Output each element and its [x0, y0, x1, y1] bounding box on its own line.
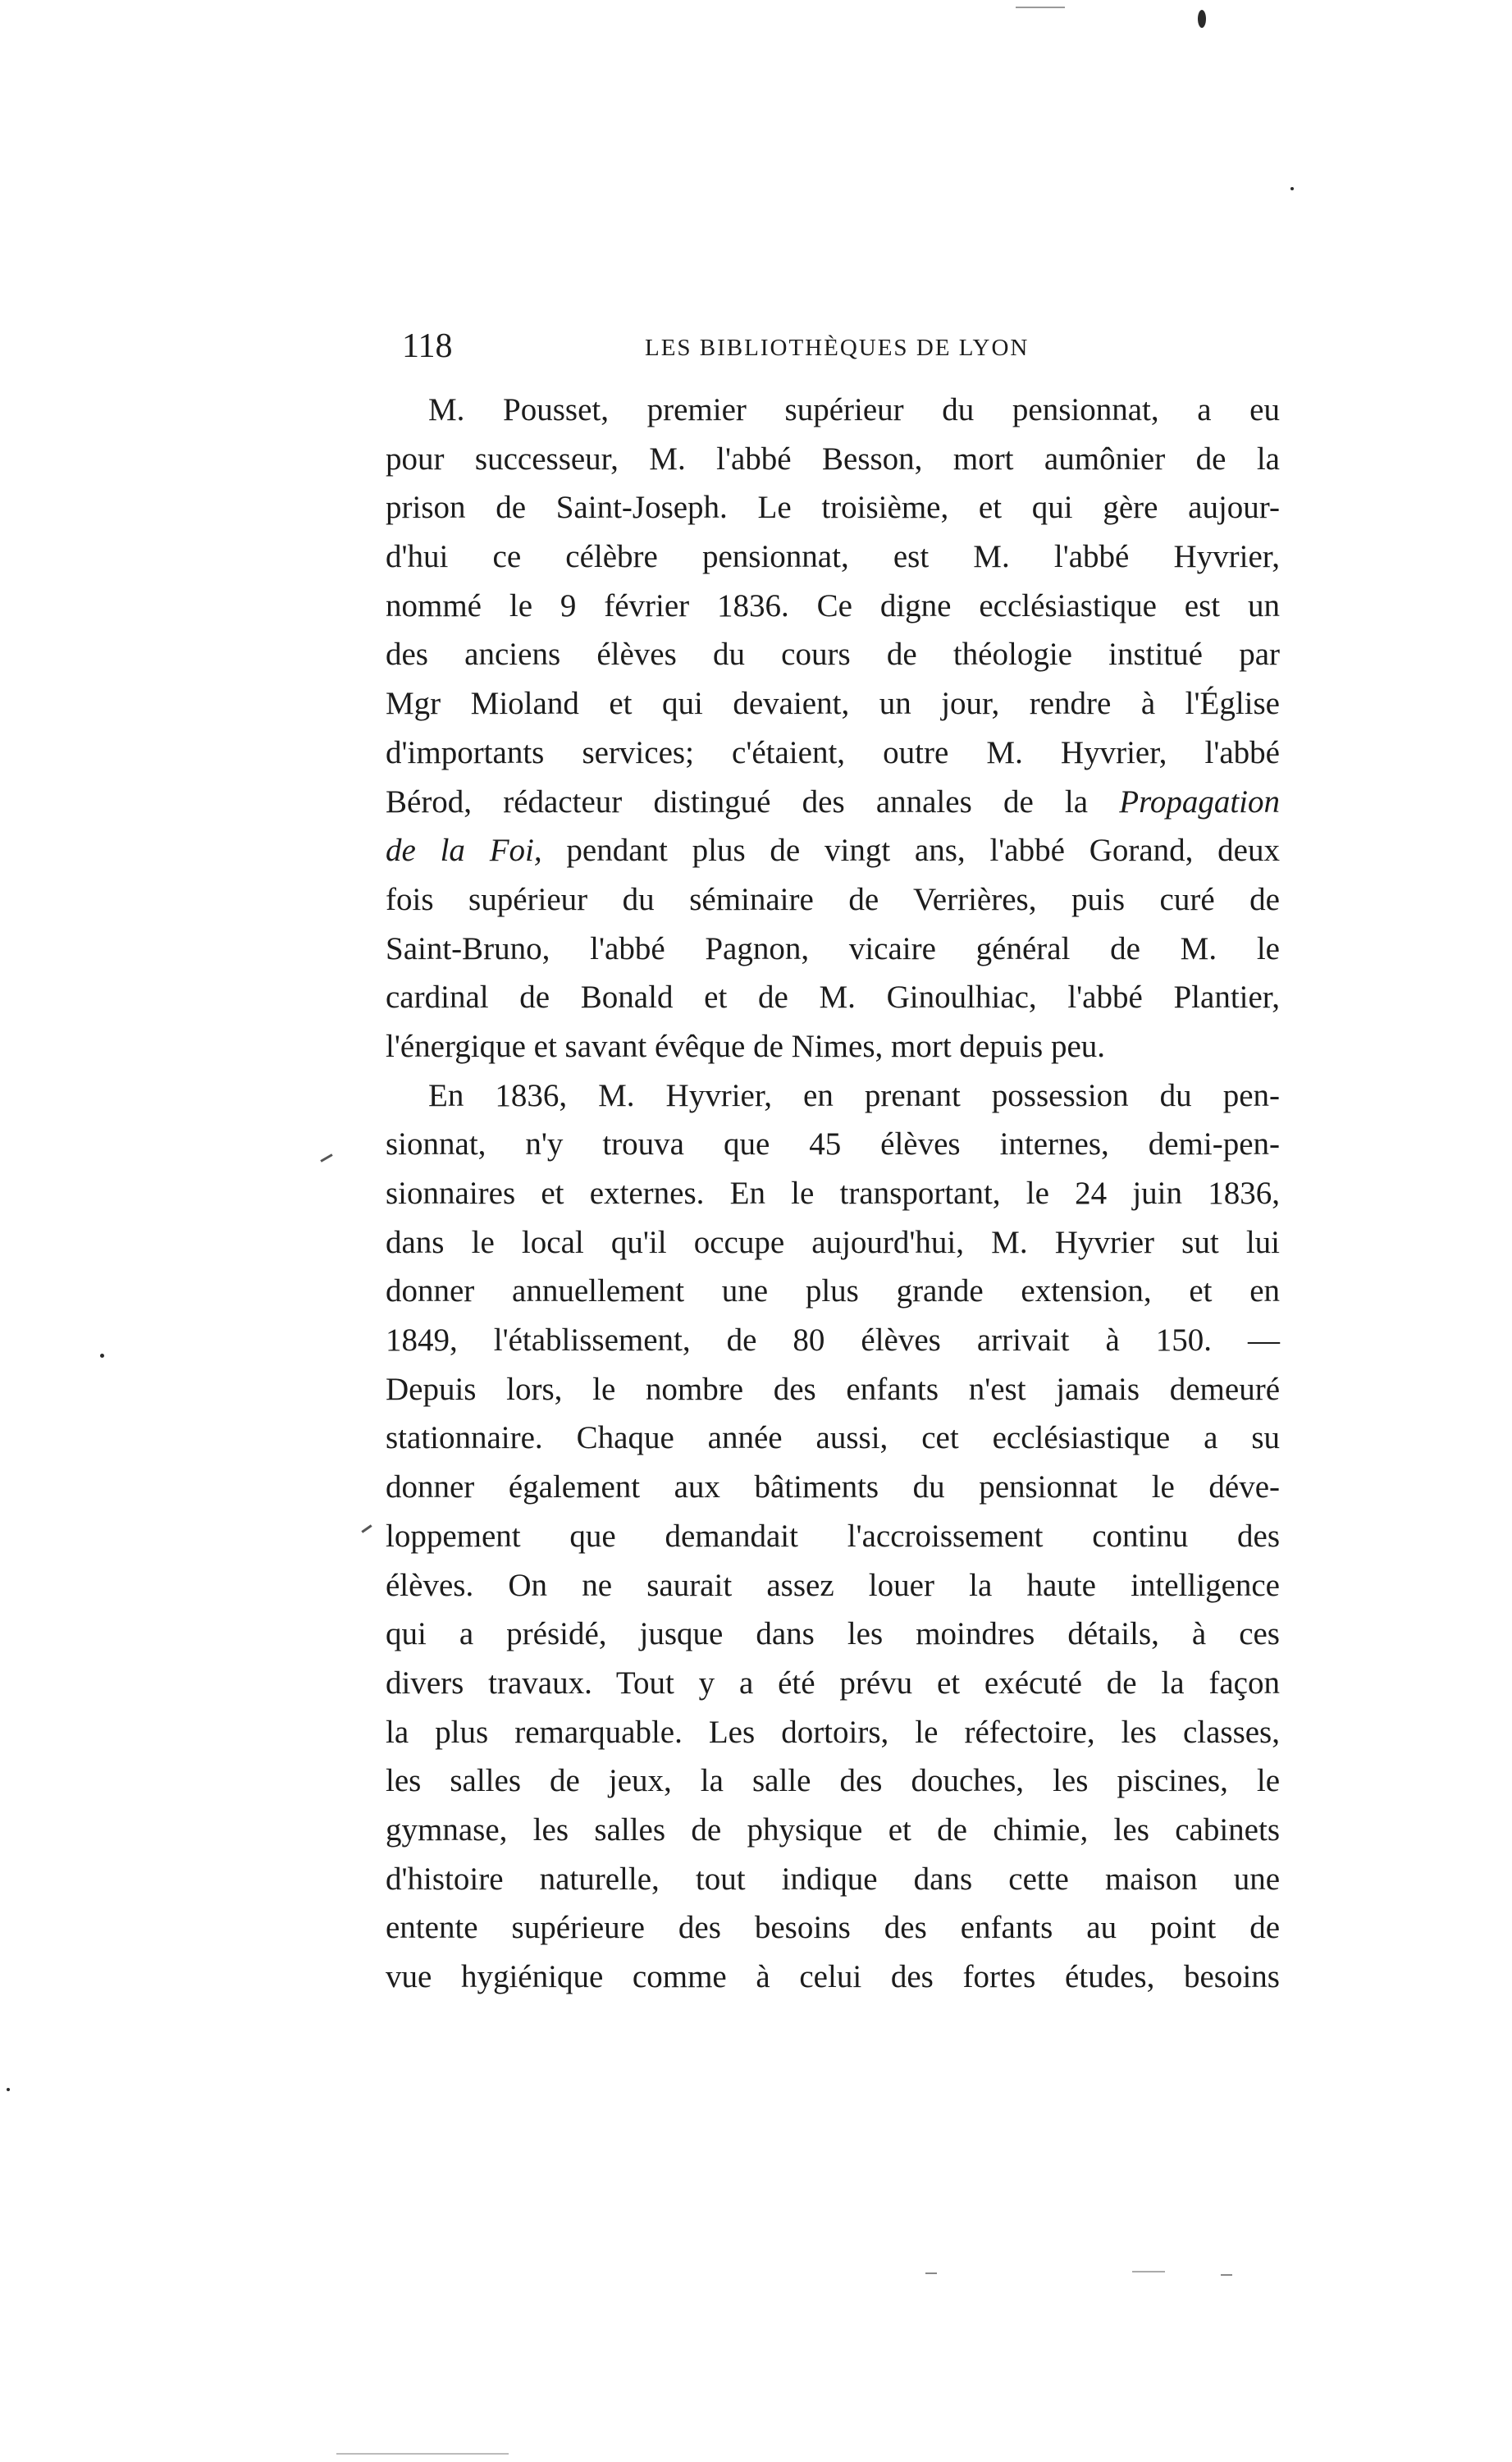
text-line: donner également aux bâtiments du pensionnat le déve- — [386, 1469, 1280, 1505]
text-line: pour successeur, M. l'abbé Besson, mort aumônier de la — [386, 441, 1280, 477]
scan-speck — [320, 1153, 332, 1162]
text-line: Depuis lors, le nombre des enfants n'est jamais demeuré — [386, 1371, 1280, 1407]
scan-speck — [1290, 187, 1294, 190]
text-line: dans le local qu'il occupe aujourd'hui, M. Hyvrier sut lui — [386, 1224, 1280, 1260]
text-line: entente supérieure des besoins des enfants au point de — [386, 1910, 1280, 1946]
text-line: M. Pousset, premier supérieur du pensionnat, a eu — [428, 392, 1280, 427]
text-line: prison de Saint-Joseph. Le troisième, et qui gère aujour- — [386, 490, 1280, 526]
text-line: sionnat, n'y trouva que 45 élèves internes, demi-pen- — [386, 1126, 1280, 1162]
italic-title: Propagation — [1119, 783, 1280, 820]
text-line: la plus remarquable. Les dortoirs, le réfectoire, les classes, — [386, 1714, 1280, 1750]
text-line: cardinal de Bonald et de M. Ginoulhiac, l'abbé Plantier, — [386, 980, 1280, 1016]
text-segment: pendant plus de vingt ans, l'abbé Gorand, deux — [566, 833, 1280, 869]
text-line: sionnaires et externes. En le transportant, le 24 juin 1836, — [386, 1176, 1280, 1211]
scan-speck — [1016, 7, 1065, 8]
text-segment: Bérod, rédacteur distingué des annales de la — [386, 783, 1089, 820]
text-line — [386, 826, 1280, 875]
text-line: En 1836, M. Hyvrier, en prenant possession du pen- — [428, 1077, 1280, 1113]
text-line: vue hygiénique comme à celui des fortes études, besoins — [386, 1959, 1280, 1994]
text-line: Saint-Bruno, l'abbé Pagnon, vicaire général de M. le — [386, 930, 1280, 966]
text-line: divers travaux. Tout y a été prévu et exécuté de la façon — [386, 1665, 1280, 1701]
scan-speck — [7, 2088, 10, 2091]
scan-speck — [1198, 10, 1206, 28]
body-text — [386, 386, 1280, 2002]
text-line: gymnase, les salles de physique et de chimie, les cabinets — [386, 1811, 1280, 1848]
text-line: l'énergique et savant évêque de Nimes, mort depuis peu. — [386, 1028, 1106, 1064]
text-line: d'importants services; c'étaient, outre M. Hyvrier, l'abbé — [386, 734, 1280, 770]
scan-speck — [1132, 2271, 1165, 2272]
scan-speck — [925, 2272, 937, 2274]
text-line: donner annuellement une plus grande extension, et en — [386, 1273, 1280, 1309]
scan-speck — [361, 1524, 372, 1532]
page-number: 118 — [402, 327, 453, 365]
running-title: LES BIBLIOTHÈQUES DE LYON — [645, 335, 1030, 361]
text-line: nommé le 9 février 1836. Ce digne ecclésiastique est un — [386, 587, 1280, 623]
scan-speck — [1221, 2274, 1232, 2276]
text-line: élèves. On ne saurait assez louer la haute intelligence — [386, 1567, 1280, 1603]
text-line: d'histoire naturelle, tout indique dans cette maison une — [386, 1861, 1280, 1897]
text-line: loppement que demandait l'accroissement continu des — [386, 1518, 1280, 1554]
text-line: 1849, l'établissement, de 80 élèves arrivait à 150. — — [386, 1322, 1280, 1359]
italic-title: de la Foi, — [386, 833, 542, 869]
text-line — [386, 778, 1280, 827]
text-line: d'hui ce célèbre pensionnat, est M. l'abbé Hyvrier, — [386, 539, 1280, 575]
text-line: stationnaire. Chaque année aussi, cet ecclésiastique a su — [386, 1420, 1280, 1456]
text-line: fois supérieur du séminaire de Verrières, puis curé de — [386, 881, 1280, 917]
running-head — [402, 322, 1280, 371]
scan-speck — [336, 2453, 509, 2455]
text-line: des anciens élèves du cours de théologie institué par — [386, 637, 1280, 673]
text-line: qui a présidé, jusque dans les moindres détails, à ces — [386, 1616, 1280, 1652]
text-line: les salles de jeux, la salle des douches, les piscines, le — [386, 1763, 1280, 1799]
scan-speck — [100, 1354, 104, 1358]
text-line: Mgr Mioland et qui devaient, un jour, rendre à l'Église — [386, 686, 1280, 722]
